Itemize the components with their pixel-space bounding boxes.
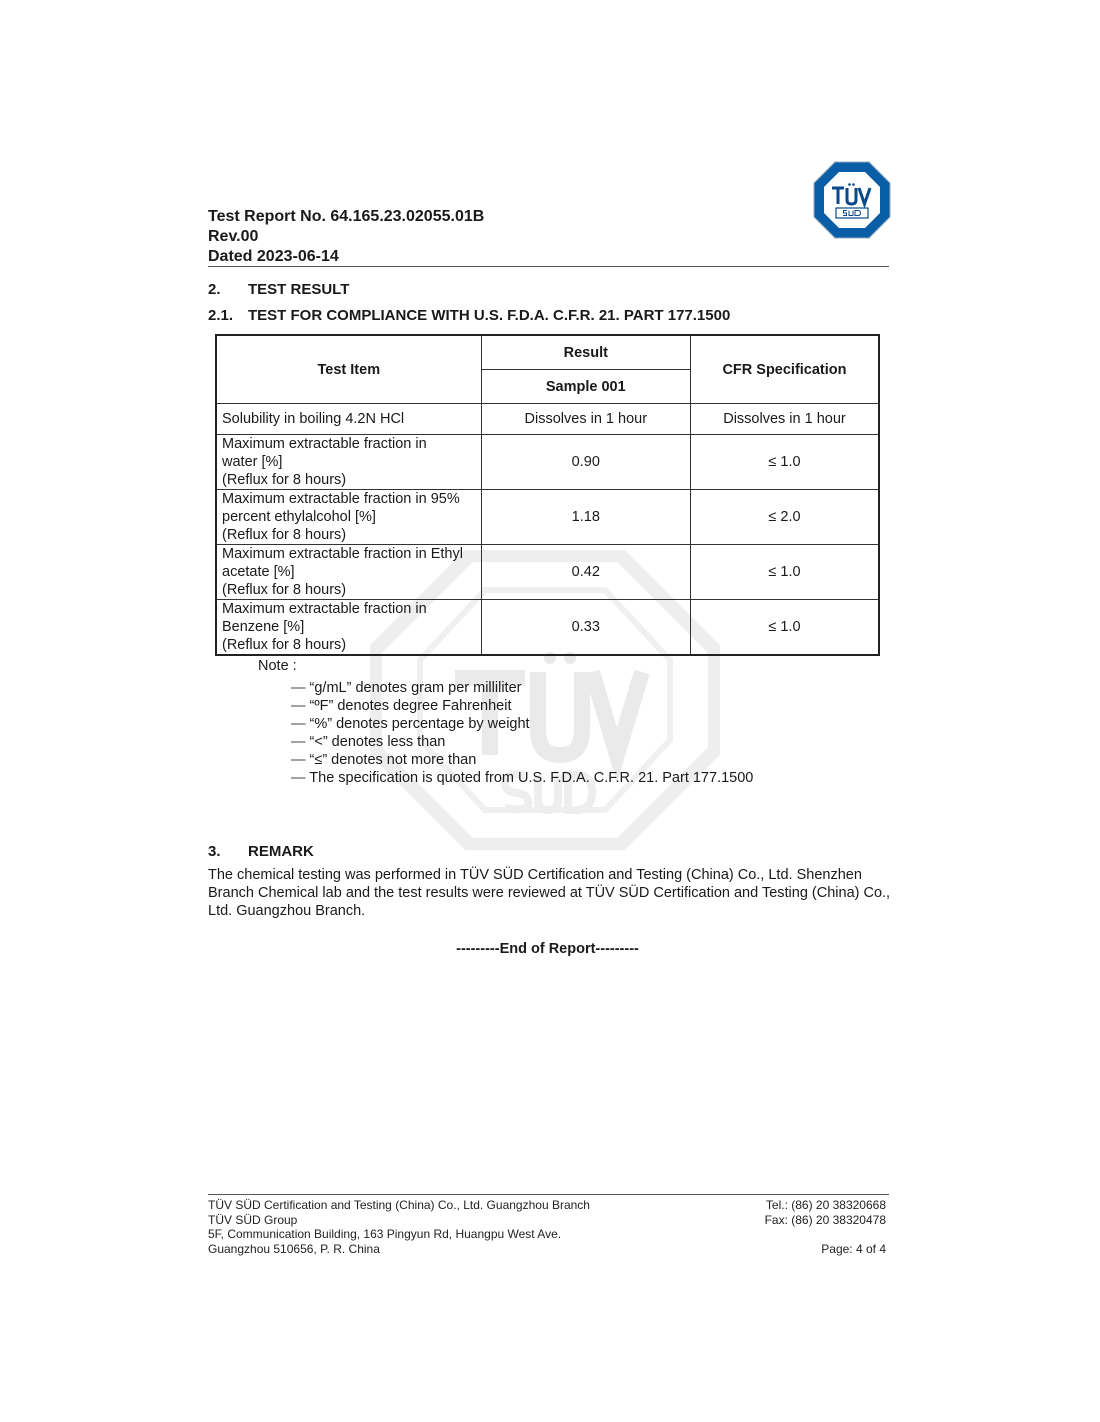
result-cell: 0.42	[481, 545, 690, 600]
col-cfr-spec: CFR Specification	[690, 335, 879, 404]
test-item-line: (Reflux for 8 hours)	[222, 582, 347, 598]
test-item-line: Maximum extractable fraction in	[222, 436, 427, 452]
table-row	[216, 404, 879, 435]
test-item-line: Benzene [%]	[222, 619, 305, 635]
test-item-line: (Reflux for 8 hours)	[222, 637, 347, 653]
section-21-heading	[208, 307, 730, 324]
section-number: 3.	[208, 843, 221, 860]
note-item: — “ºF” denotes degree Fahrenheit	[291, 697, 753, 715]
col-test-item: Test Item	[216, 335, 481, 404]
notes	[258, 657, 753, 787]
footer-address	[208, 1198, 590, 1257]
test-item-line: (Reflux for 8 hours)	[222, 527, 347, 543]
report-header	[208, 207, 484, 267]
remark-text: The chemical testing was performed in TÜV SÜD Certification and Testing (China) Co., Ltd. Shenzhen Branch Chemical lab and the test results were reviewed at TÜV SÜD Certification and Testing (China) Co., Ltd. Guangzhou Branch.	[208, 867, 891, 919]
test-item-line: acetate [%]	[222, 564, 295, 580]
note-item: — “≤” denotes not more than	[291, 751, 753, 769]
test-item-line: percent ethylalcohol [%]	[222, 509, 376, 525]
footer-line: TÜV SÜD Group	[208, 1212, 298, 1227]
table-row	[216, 435, 879, 490]
test-item-line: Maximum extractable fraction in	[222, 601, 427, 617]
section-2-heading	[208, 281, 349, 298]
result-cell: 0.90	[481, 435, 690, 490]
test-item-line: Maximum extractable fraction in Ethyl	[222, 546, 463, 562]
footer-contact	[765, 1198, 886, 1257]
section-number: 2.1.	[208, 307, 234, 324]
spec-cell: Dissolves in 1 hour	[690, 404, 879, 435]
end-of-report: ---------End of Report---------	[456, 941, 639, 957]
section-title: REMARK	[248, 843, 314, 860]
header-divider	[208, 266, 889, 267]
footer-line: TÜV SÜD Certification and Testing (China) Co., Ltd. Guangzhou Branch	[208, 1198, 590, 1212]
table-row	[216, 600, 879, 656]
result-cell: Dissolves in 1 hour	[481, 404, 690, 435]
footer-line: 5F, Communication Building, 163 Pingyun Rd, Huangpu West Ave.	[208, 1227, 562, 1242]
test-item-line: Maximum extractable fraction in 95%	[222, 491, 460, 507]
test-item-line: (Reflux for 8 hours)	[222, 472, 347, 488]
tuv-sud-logo	[812, 160, 892, 240]
note-item: — “g/mL” denotes gram per milliliter	[291, 679, 753, 697]
test-item-line: Solubility in boiling 4.2N HCl	[222, 411, 405, 427]
note-item: — The specification is quoted from U.S. F.D.A. C.F.R. 21. Part 177.1500	[291, 769, 753, 787]
page-number: Page: 4 of 4	[821, 1242, 886, 1257]
test-item-cell	[216, 490, 481, 545]
notes-label: Note :	[258, 658, 297, 674]
result-cell: 0.33	[481, 600, 690, 656]
test-item-cell	[216, 600, 481, 656]
spec-cell: ≤ 1.0	[690, 545, 879, 600]
section-3-heading	[208, 843, 314, 860]
spec-cell: ≤ 1.0	[690, 435, 879, 490]
section-number: 2.	[208, 281, 221, 298]
table-row	[216, 490, 879, 545]
test-item-cell	[216, 545, 481, 600]
report-date: Dated 2023-06-14	[208, 248, 339, 265]
test-item-cell	[216, 435, 481, 490]
spec-cell: ≤ 2.0	[690, 490, 879, 545]
spec-cell: ≤ 1.0	[690, 600, 879, 656]
note-item: — “%” denotes percentage by weight	[291, 715, 753, 733]
test-item-line: water [%]	[222, 454, 283, 470]
table-row	[216, 545, 879, 600]
report-number: Test Report No. 64.165.23.02055.01B	[208, 208, 485, 225]
footer-fax: Fax: (86) 20 38320478	[764, 1212, 886, 1227]
footer-tel: Tel.: (86) 20 38320668	[765, 1198, 886, 1212]
footer-divider	[208, 1194, 889, 1195]
revision: Rev.00	[208, 228, 259, 245]
col-result: Result	[481, 335, 690, 370]
result-cell: 1.18	[481, 490, 690, 545]
col-sample: Sample 001	[481, 370, 690, 404]
note-item: — “<” denotes less than	[291, 733, 753, 751]
notes-list	[291, 679, 753, 787]
section-title: TEST FOR COMPLIANCE WITH U.S. F.D.A. C.F.R. 21. PART 177.1500	[248, 307, 731, 324]
results-table	[215, 334, 880, 656]
section-title: TEST RESULT	[248, 281, 350, 298]
footer-line: Guangzhou 510656, P. R. China	[208, 1242, 380, 1257]
test-item-cell	[216, 404, 481, 435]
